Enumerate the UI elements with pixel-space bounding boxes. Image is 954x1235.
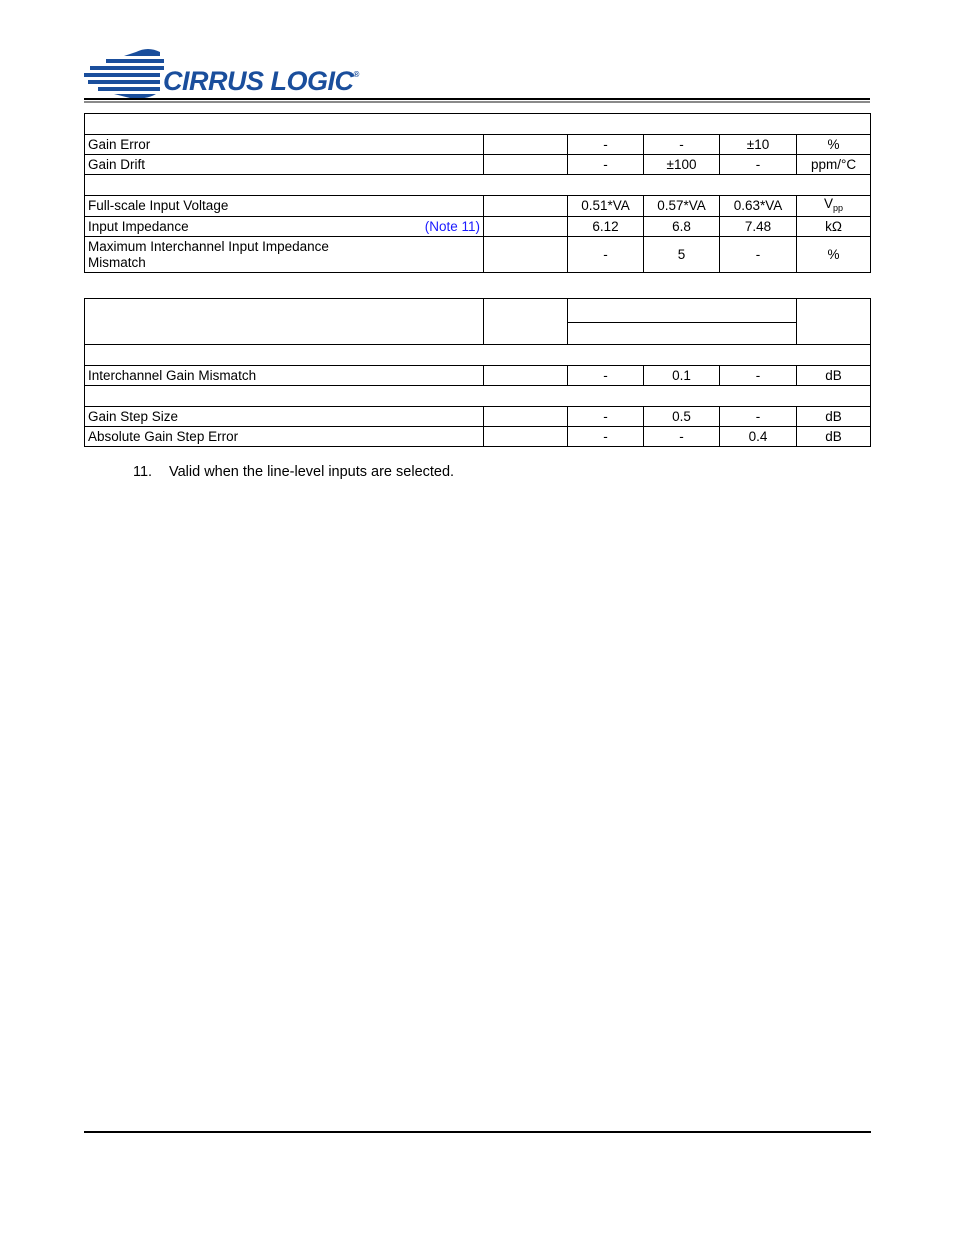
param-cell: Gain Step Size — [85, 407, 484, 427]
typ-cell: 0.1 — [644, 366, 720, 386]
typ-cell: 5 — [644, 237, 720, 273]
symbol-cell — [484, 217, 568, 237]
symbol-cell — [484, 427, 568, 447]
unit-cell: $V_{pp}$ — [797, 196, 871, 217]
table-row — [85, 217, 871, 237]
param-cell: Gain Drift — [85, 155, 484, 175]
table-section-row — [85, 114, 871, 135]
symbol-cell — [484, 366, 568, 386]
typ-cell: - — [644, 427, 720, 447]
unit-cell: % — [797, 135, 871, 155]
max-cell: - — [720, 407, 797, 427]
max-cell: 7.48 — [720, 217, 797, 237]
param-cell: Full-scale Input Voltage — [85, 196, 484, 217]
table-row — [85, 196, 871, 217]
spec-table-gain — [84, 298, 871, 447]
symbol-cell — [484, 155, 568, 175]
max-cell: 0.4 — [720, 427, 797, 447]
max-cell: 0.63*VA — [720, 196, 797, 217]
unit-cell: kΩ — [797, 217, 871, 237]
param-cell: Maximum Interchannel Input Impedance Mismatch — [85, 237, 484, 273]
unit-cell: ppm/°C — [797, 155, 871, 175]
typ-cell: 6.8 — [644, 217, 720, 237]
unit-cell: dB — [797, 427, 871, 447]
min-cell: - — [568, 407, 644, 427]
table-section-row — [85, 175, 871, 196]
table-header-row — [85, 299, 871, 323]
min-cell: - — [568, 427, 644, 447]
table-row — [85, 237, 871, 273]
footnote-11 — [133, 464, 454, 480]
param-cell: Input Impedance (Note 11) — [85, 217, 484, 237]
header-rule — [84, 98, 870, 100]
note-11-link[interactable]: (Note 11) — [424, 218, 480, 234]
header-values-subcell — [568, 322, 797, 345]
company-wordmark: CIRRUS LOGIC® — [163, 66, 359, 96]
typ-cell: - — [644, 135, 720, 155]
symbol-cell — [484, 135, 568, 155]
max-cell: - — [720, 366, 797, 386]
min-cell: - — [568, 237, 644, 273]
unit-cell: % — [797, 237, 871, 273]
table-row — [85, 155, 871, 175]
spec-table-analog-input — [84, 113, 871, 273]
max-cell: ±10 — [720, 135, 797, 155]
header-values-cell — [568, 299, 797, 323]
typ-cell: 0.5 — [644, 407, 720, 427]
min-cell: - — [568, 135, 644, 155]
param-cell: Absolute Gain Step Error — [85, 427, 484, 447]
min-cell: - — [568, 366, 644, 386]
min-cell: 6.12 — [568, 217, 644, 237]
param-cell: Gain Error — [85, 135, 484, 155]
footer-rule — [84, 1131, 871, 1133]
max-cell: - — [720, 237, 797, 273]
max-cell: - — [720, 155, 797, 175]
header-rule-shadow — [84, 101, 870, 103]
param-cell: Interchannel Gain Mismatch — [85, 366, 484, 386]
symbol-cell — [484, 196, 568, 217]
header-symbol-cell — [484, 299, 568, 345]
min-cell: 0.51*VA — [568, 196, 644, 217]
table-row — [85, 427, 871, 447]
table-section-row — [85, 345, 871, 366]
min-cell: - — [568, 155, 644, 175]
symbol-cell — [484, 237, 568, 273]
unit-cell: dB — [797, 366, 871, 386]
table-section-row — [85, 386, 871, 407]
header-unit-cell — [797, 299, 871, 345]
typ-cell: ±100 — [644, 155, 720, 175]
unit-cell: dB — [797, 407, 871, 427]
table-row — [85, 135, 871, 155]
footnote-text: Valid when the line-level inputs are selected. — [169, 464, 455, 480]
typ-cell: 0.57*VA — [644, 196, 720, 217]
table-row — [85, 366, 871, 386]
footnote-number: 11. — [133, 464, 153, 480]
symbol-cell — [484, 407, 568, 427]
table-row — [85, 407, 871, 427]
header-param-cell — [85, 299, 484, 345]
